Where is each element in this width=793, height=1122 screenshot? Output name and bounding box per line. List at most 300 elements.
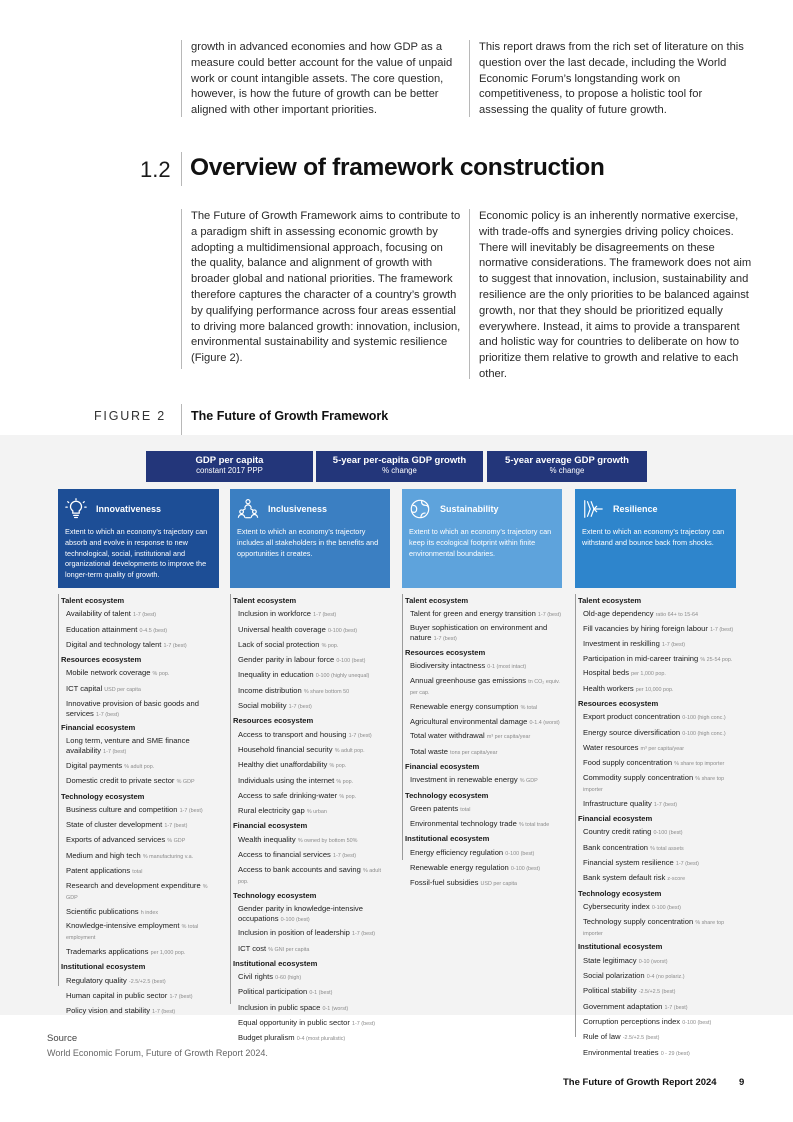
- indicator-name: Business culture and competition: [66, 804, 178, 814]
- indicator-unit: 0-100 (highly unequal): [315, 673, 370, 680]
- indicator-name: Digital payments: [66, 760, 123, 770]
- indicator-name: Access to financial services: [238, 850, 331, 860]
- indicator-item: [405, 802, 562, 817]
- indicator-item: [61, 607, 219, 622]
- indicator-unit: 1-7 (best): [653, 801, 677, 808]
- indicator-unit: % 25-54 pop.: [700, 656, 733, 663]
- indicator-unit: 0-10 (worst): [638, 958, 668, 965]
- indicator-item: [578, 1046, 736, 1061]
- indicator-name: Health workers: [583, 683, 634, 693]
- indicator-name: Old-age dependency: [583, 609, 654, 619]
- indicator-unit: m³ per capita/year: [486, 734, 531, 741]
- indicator-unit: 1-7 (best): [103, 749, 127, 756]
- gdp-per-capita-box: [146, 451, 313, 482]
- indicator-name: Budget pluralism: [238, 1033, 295, 1043]
- indicator-item: [405, 729, 562, 744]
- indicator-name: Wealth inequality: [238, 834, 296, 844]
- indicator-name: Gender parity in labour force: [238, 655, 335, 665]
- indicator-unit: % adult pop.: [124, 763, 155, 770]
- indicator-unit: % pop.: [329, 763, 347, 770]
- per-capita-growth-box: [316, 451, 483, 482]
- indicator-item: [578, 666, 736, 681]
- indicator-item: [233, 774, 390, 789]
- indicator-name: Infrastructure quality: [583, 798, 652, 808]
- ecosystem-heading: Resources ecosystem: [405, 647, 486, 657]
- people-network-icon: [237, 498, 259, 520]
- indicator-unit: 1-7 (best): [537, 611, 561, 618]
- indicator-item: [233, 699, 390, 714]
- indicator-unit: 1-7 (best): [675, 861, 699, 867]
- indicator-unit: -2.5/+2.5 (best): [622, 1035, 660, 1042]
- indicator-item: [61, 849, 219, 864]
- indicator-name: Government adaptation: [583, 1001, 663, 1011]
- indicator-name: Policy vision and stability: [66, 1006, 150, 1016]
- ecosystem-heading: Talent ecosystem: [405, 596, 469, 605]
- indicator-name: Investment in reskilling: [583, 638, 660, 648]
- indicator-item: [61, 974, 219, 989]
- source-heading: Source: [47, 1033, 78, 1044]
- indicator-unit: 1-7 (best): [313, 612, 337, 619]
- box-title: 5-year average GDP growth: [505, 455, 629, 466]
- box-subtitle: constant 2017 PPP: [196, 466, 263, 475]
- average-growth-box: [487, 451, 647, 482]
- indicator-unit: 0-4.5 (best): [139, 627, 168, 634]
- indicator-item: [61, 833, 219, 848]
- indicator-item: [233, 743, 390, 758]
- pillar-inclusiveness: [230, 489, 390, 588]
- indicator-item: [405, 861, 562, 876]
- indicator-name: Lack of social protection: [238, 639, 320, 649]
- indicator-name: Political participation: [238, 987, 308, 997]
- globe-leaf-icon: [409, 498, 431, 520]
- indicator-unit: 1-7 (best): [352, 931, 376, 938]
- indicator-name: Rule of law: [583, 1032, 621, 1042]
- ecosystem-heading: Financial ecosystem: [405, 761, 480, 771]
- indicator-item: [578, 797, 736, 812]
- indicator-unit: 1-7 (best): [133, 612, 157, 619]
- ecosystem-heading: Resources ecosystem: [578, 699, 659, 709]
- indicator-name: Education attainment: [66, 624, 138, 634]
- ecosystem-heading: Institutional ecosystem: [61, 962, 146, 972]
- indicator-item: [578, 915, 736, 940]
- ecosystem-heading: Technology ecosystem: [61, 791, 145, 801]
- indicator-unit: 1-7 (best): [710, 627, 734, 634]
- indicator-name: Long term, venture and SME finance availability: [66, 736, 190, 756]
- indicator-item: [233, 623, 390, 638]
- indicator-item: [233, 848, 390, 863]
- bounce-back-icon: [582, 498, 604, 520]
- indicator-name: Participation in mid-career training: [583, 653, 699, 663]
- pillar-name: Sustainability: [440, 504, 499, 514]
- indicator-unit: % total trade: [518, 822, 550, 829]
- indicator-item: [578, 772, 736, 797]
- figure-title: The Future of Growth Framework: [191, 409, 389, 423]
- indicator-unit: total: [132, 869, 143, 876]
- indicator-unit: % adult pop.: [334, 747, 365, 754]
- indicator-item: [578, 969, 736, 984]
- ecosystem-heading: Talent ecosystem: [233, 596, 297, 605]
- indicator-item: [578, 623, 736, 637]
- indicator-name: Financial system resilience: [583, 858, 674, 867]
- indicator-item: [405, 607, 562, 621]
- indicator-name: Access to bank accounts and saving: [238, 864, 361, 874]
- indicator-item: [405, 622, 562, 646]
- indicator-unit: 0-60 (high): [275, 975, 302, 982]
- indicator-item: [405, 659, 562, 674]
- pillar-description: Extent to which an economy’s trajectory can keep its ecological footprint within finite environmental boundaries.: [409, 527, 552, 558]
- indicator-item: [233, 985, 390, 1000]
- indicator-name: Research and development expenditure: [66, 880, 201, 890]
- indicator-name: Bank system default risk: [583, 873, 666, 883]
- indicator-item: [233, 926, 390, 941]
- indicator-item: [578, 984, 736, 999]
- indicator-unit: ratio 64+ to 15-64: [655, 612, 699, 619]
- indicator-name: Energy source diversification: [583, 727, 681, 737]
- indicator-item: [233, 1001, 390, 1016]
- indicator-item: [578, 1015, 736, 1030]
- indicator-item: [61, 1004, 219, 1019]
- indicator-item: [61, 735, 219, 759]
- indicator-unit: 1-7 (best): [433, 636, 457, 643]
- figure-divider: [181, 404, 182, 436]
- indicator-unit: 0-100 (best): [336, 658, 366, 665]
- indicator-name: Innovative provision of basic goods and services: [66, 698, 199, 718]
- indicator-name: Country credit rating: [583, 827, 652, 837]
- indicator-name: Green patents: [410, 803, 459, 813]
- indicator-name: Gender parity in knowledge-intensive occupations: [238, 903, 363, 923]
- indicator-unit: per 10,000 pop.: [635, 686, 674, 693]
- indicator-unit: 1-7 (best): [664, 1004, 688, 1011]
- indicator-unit: % share top importer: [583, 919, 725, 937]
- indicator-item: [578, 1000, 736, 1015]
- ecosystem-heading: Resources ecosystem: [61, 655, 142, 665]
- indicator-name: Access to safe drinking-water: [238, 790, 338, 800]
- ecosystem-heading: Financial ecosystem: [233, 821, 308, 831]
- indicator-name: Total waste: [410, 746, 448, 756]
- indicator-item: [61, 759, 219, 774]
- indicator-unit: % pop.: [339, 793, 357, 800]
- indicator-unit: % total assets: [650, 845, 684, 852]
- indicator-item: [405, 773, 562, 788]
- indicator-name: Civil rights: [238, 972, 274, 982]
- indicator-unit: USD per capita: [104, 686, 141, 693]
- indicator-item: [578, 637, 736, 652]
- ecosystem-heading: Talent ecosystem: [578, 596, 642, 605]
- pillar-name: Resilience: [613, 504, 658, 514]
- indicator-item: [61, 864, 219, 879]
- indicator-item: [405, 700, 562, 715]
- indicator-unit: USD per capita: [480, 881, 518, 888]
- pillar-resilience: [575, 489, 736, 588]
- indicator-name: Investment in renewable energy: [410, 775, 518, 785]
- indicator-item: [233, 863, 390, 888]
- indicator-name: Universal health coverage: [238, 624, 326, 634]
- indicator-name: Medium and high tech: [66, 850, 141, 860]
- indicator-name: Total water withdrawal: [410, 731, 485, 741]
- indicator-item: [233, 942, 390, 957]
- indicator-name: Regulatory quality: [66, 975, 127, 985]
- indicator-item: [578, 856, 736, 871]
- indicator-unit: % pop.: [336, 778, 354, 785]
- indicator-name: ICT capital: [66, 683, 103, 693]
- indicator-unit: % owned by bottom 50%: [297, 837, 358, 844]
- indicator-name: State of cluster development: [66, 820, 163, 830]
- indicator-name: Buyer sophistication on environment and nature: [410, 623, 548, 643]
- intro-left-paragraph: growth in advanced economies and how GDP as a measure could better account for the value of unpaid work or count intangible assets. The core question, however, is how the future of growth can be better aligned with other important priorities.: [181, 40, 461, 117]
- indicator-name: Access to transport and housing: [238, 729, 347, 739]
- indicator-unit: 1-7 (best): [348, 732, 372, 739]
- indicator-name: State legitimacy: [583, 955, 637, 965]
- ecosystem-heading: Technology ecosystem: [233, 890, 317, 900]
- indicator-item: [578, 954, 736, 969]
- indicator-item: [578, 825, 736, 840]
- indicator-item: [61, 774, 219, 789]
- indicator-name: Political stability: [583, 986, 637, 996]
- indicator-item: [578, 871, 736, 886]
- indicator-name: Scientific publications: [66, 906, 139, 916]
- indicator-item: [233, 653, 390, 668]
- indicator-unit: % share top importer: [583, 776, 725, 794]
- indicator-name: Commodity supply concentration: [583, 773, 694, 783]
- indicator-name: Inclusion in position of leadership: [238, 928, 350, 938]
- indicator-unit: total: [460, 806, 471, 813]
- indicator-name: Energy efficiency regulation: [410, 847, 504, 857]
- indicator-item: [578, 1030, 736, 1045]
- indicator-name: Mobile network coverage: [66, 668, 151, 678]
- indicator-unit: per 1,000 pop.: [631, 671, 666, 678]
- indicator-unit: 0-4 (most pluralistic): [296, 1036, 346, 1043]
- lightbulb-icon: [65, 498, 87, 520]
- indicator-name: Equal opportunity in public sector: [238, 1017, 350, 1027]
- indicator-unit: % share top importer: [674, 761, 725, 768]
- indicator-item: [233, 668, 390, 683]
- indicator-item: [61, 879, 219, 904]
- indicator-unit: % GDP: [66, 883, 208, 901]
- indicator-unit: 0-100 (best): [510, 865, 540, 872]
- indicator-unit: 1-7 (best): [352, 1020, 376, 1027]
- indicator-item: [405, 674, 562, 699]
- indicator-unit: 0-100 (best): [651, 904, 681, 911]
- indicator-unit: 0-100 (high conc.): [682, 715, 726, 722]
- indicator-unit: % adult pop.: [238, 867, 381, 885]
- indicator-item: [61, 697, 219, 721]
- indicator-name: Fill vacancies by hiring foreign labour: [583, 624, 708, 634]
- source-text: World Economic Forum, Future of Growth Report 2024.: [47, 1048, 268, 1058]
- indicator-item: [61, 666, 219, 681]
- indicator-unit: tn CO₂ equiv. per cap.: [410, 679, 560, 697]
- indicator-item: [405, 817, 562, 832]
- indicator-name: Technology supply concentration: [583, 916, 694, 926]
- indicator-name: Environmental technology trade: [410, 819, 517, 829]
- indicator-name: Inclusion in workforce: [238, 609, 312, 619]
- indicator-name: Availability of talent: [66, 609, 131, 619]
- indicator-item: [233, 607, 390, 622]
- indicator-name: Inclusion in public space: [238, 1002, 321, 1012]
- indicator-item: [578, 710, 736, 725]
- indicator-unit: 1-7 (best): [95, 711, 120, 718]
- indicator-name: Exports of advanced services: [66, 835, 166, 845]
- indicator-unit: 0-100 (best): [280, 916, 310, 923]
- indicator-name: Inequality in education: [238, 670, 314, 680]
- indicator-name: Export product concentration: [583, 712, 681, 722]
- indicator-item: [61, 945, 219, 960]
- indicator-name: Healthy diet unaffordability: [238, 760, 328, 770]
- indicator-item: [61, 905, 219, 920]
- ecosystem-heading: Institutional ecosystem: [405, 834, 490, 844]
- indicator-item: [233, 1031, 390, 1046]
- indicator-item: [405, 876, 562, 891]
- section-number: 1.2: [140, 157, 171, 182]
- indicator-item: [578, 841, 736, 856]
- indicator-unit: -2.5/+2.5 (best): [638, 989, 676, 996]
- indicator-item: [578, 741, 736, 756]
- pillar-description: Extent to which an economy’s trajectory can withstand and bounce back from shocks.: [582, 527, 725, 547]
- indicator-unit: % GDP: [519, 778, 538, 785]
- section-divider: [181, 152, 182, 186]
- indicator-item: [233, 684, 390, 699]
- indicator-item: [405, 846, 562, 861]
- indicator-name: Cybersecurity index: [583, 901, 650, 911]
- indicator-name: Renewable energy consumption: [410, 701, 519, 711]
- ecosystem-heading: Financial ecosystem: [61, 723, 136, 733]
- indicator-name: Water resources: [583, 742, 639, 752]
- resilience-indicator-list: [575, 594, 736, 1057]
- indicator-unit: 0-1 (best): [309, 990, 333, 997]
- indicator-unit: 1-7 (best): [661, 641, 686, 648]
- ecosystem-heading: Talent ecosystem: [61, 596, 125, 605]
- indicator-item: [61, 682, 219, 697]
- figure-label: FIGURE 2: [94, 409, 167, 423]
- pillar-name: Inclusiveness: [268, 504, 328, 514]
- pillar-description: Extent to which an economy’s trajectory includes all stakeholders in the benefits and opportunities it creates.: [237, 527, 379, 558]
- indicator-unit: 1-7 (best): [179, 807, 203, 814]
- indicator-name: Household financial security: [238, 744, 333, 754]
- indicator-item: [578, 652, 736, 666]
- indicator-unit: 0-100 (best): [327, 627, 358, 634]
- indicator-unit: 1-7 (best): [164, 823, 188, 830]
- indicator-name: Knowledge-intensive employment: [66, 921, 180, 931]
- intro-right-paragraph: This report draws from the rich set of literature on this question over the last decade, including the World Economic Forum’s longstanding work on competitiveness, to propose a holistic tool for assessing the quality of future growth.: [469, 40, 749, 117]
- indicator-unit: 1-7 (best): [163, 642, 187, 649]
- indicator-item: [61, 623, 219, 638]
- section-left-paragraph: The Future of Growth Framework aims to contribute to a paradigm shift in assessing economic growth by adopting a multidimensional approach, focusing on the quality, balance and alignment of growth with broader global and national priorities. The framework therefore captures the character of a country’s growth by qualifying performance across four areas essential to driving more balanced growth: innovation, inclusion, environmental sustainability and systemic resilience (Figure 2).: [181, 209, 461, 369]
- indicator-item: [233, 970, 390, 985]
- indicator-item: [233, 902, 390, 926]
- indicator-unit: % pop.: [321, 642, 339, 649]
- indicator-unit: z-score: [667, 876, 686, 883]
- indicator-unit: 0 - 29 (best): [660, 1050, 690, 1057]
- indicator-item: [578, 756, 736, 771]
- indicator-unit: 0-100 (high conc.): [682, 730, 726, 737]
- indicator-item: [233, 833, 390, 848]
- indicator-item: [61, 818, 219, 833]
- indicator-name: Human capital in public sector: [66, 991, 168, 1001]
- indicator-name: Digital and technology talent: [66, 639, 162, 649]
- indicator-unit: per 1,000 pop.: [150, 950, 186, 957]
- indicator-unit: % manufacturing v.a.: [142, 853, 194, 860]
- indicator-unit: % share bottom 50: [303, 688, 350, 695]
- indicator-item: [405, 745, 562, 760]
- indicator-name: Biodiversity intactness: [410, 661, 486, 671]
- indicator-item: [233, 638, 390, 653]
- ecosystem-heading: Institutional ecosystem: [233, 958, 318, 968]
- pillar-sustainability: [402, 489, 562, 588]
- indicator-name: Agricultural environmental damage: [410, 716, 528, 726]
- indicator-unit: 1-7 (best): [288, 704, 312, 711]
- indicator-name: Environmental treaties: [583, 1047, 659, 1057]
- indicator-name: Patent applications: [66, 866, 131, 876]
- indicator-unit: 1-7 (best): [152, 1009, 176, 1016]
- box-title: GDP per capita: [195, 455, 264, 466]
- indicator-unit: 0-100 (best): [505, 850, 535, 857]
- pillar-name: Innovativeness: [96, 504, 162, 514]
- indicator-item: [61, 638, 219, 653]
- indicator-name: Trademarks applications: [66, 947, 149, 957]
- box-title: 5-year per-capita GDP growth: [332, 455, 467, 466]
- indicator-item: [578, 607, 736, 622]
- indicator-name: Annual greenhouse gas emissions: [410, 676, 527, 686]
- indicator-unit: % pop.: [152, 671, 170, 678]
- indicator-item: [578, 726, 736, 741]
- indicator-name: Talent for green and energy transition: [410, 608, 536, 618]
- indicator-name: Domestic credit to private sector: [66, 776, 175, 786]
- indicator-item: [578, 900, 736, 915]
- indicator-item: [578, 682, 736, 697]
- indicator-name: Rural electricity gap: [238, 806, 305, 816]
- indicator-item: [233, 804, 390, 819]
- box-subtitle: % change: [382, 466, 417, 475]
- indicator-unit: 0-1.4 (worst): [529, 719, 560, 726]
- inclusiveness-indicator-list: [230, 594, 390, 1043]
- pillar-description: Extent to which an economy’s trajectory can absorb and evolve in response to new technological, social, institutional and organizational developments to improve the longer-term quality of growth.: [65, 527, 208, 580]
- indicator-unit: tons per capita/year: [450, 749, 498, 756]
- indicator-unit: 1-7 (best): [169, 994, 193, 1001]
- indicator-item: [233, 1016, 390, 1031]
- indicator-item: [61, 803, 219, 818]
- indicator-name: Bank concentration: [583, 842, 649, 852]
- indicator-name: Fossil-fuel subsidies: [410, 878, 479, 888]
- indicator-unit: % GNI per capita: [268, 946, 310, 953]
- innovativeness-indicator-list: [58, 594, 219, 1016]
- indicator-name: Food supply concentration: [583, 758, 673, 768]
- section-title: Overview of framework construction: [190, 154, 605, 181]
- indicator-name: Income distribution: [238, 685, 302, 695]
- indicator-unit: 0-1 (most intact): [487, 664, 527, 671]
- indicator-unit: 0-100 (best): [682, 1019, 712, 1026]
- indicator-unit: m³ per capita/year: [640, 745, 684, 752]
- page-number: 9: [739, 1077, 745, 1088]
- footer-report-title: The Future of Growth Report 2024: [563, 1077, 717, 1088]
- indicator-unit: 0-4 (no polariz.): [646, 974, 685, 981]
- ecosystem-heading: Resources ecosystem: [233, 716, 314, 726]
- ecosystem-heading: Financial ecosystem: [578, 814, 653, 824]
- ecosystem-heading: Technology ecosystem: [405, 790, 489, 800]
- indicator-unit: % urban: [306, 809, 327, 816]
- indicator-item: [405, 715, 562, 729]
- indicator-name: Renewable energy regulation: [410, 862, 509, 872]
- indicator-name: ICT cost: [238, 943, 267, 953]
- pillar-innovativeness: [58, 489, 219, 588]
- indicator-item: [61, 920, 219, 945]
- indicator-name: Corruption perceptions index: [583, 1016, 681, 1026]
- indicator-unit: 0-1 (worst): [322, 1005, 349, 1012]
- indicator-unit: % total employment: [66, 924, 199, 942]
- ecosystem-heading: Technology ecosystem: [578, 888, 662, 898]
- indicator-name: Social polarization: [583, 971, 645, 981]
- ecosystem-heading: Institutional ecosystem: [578, 942, 663, 952]
- indicator-item: [61, 989, 219, 1004]
- indicator-unit: -2.5/+2.5 (best): [128, 978, 166, 985]
